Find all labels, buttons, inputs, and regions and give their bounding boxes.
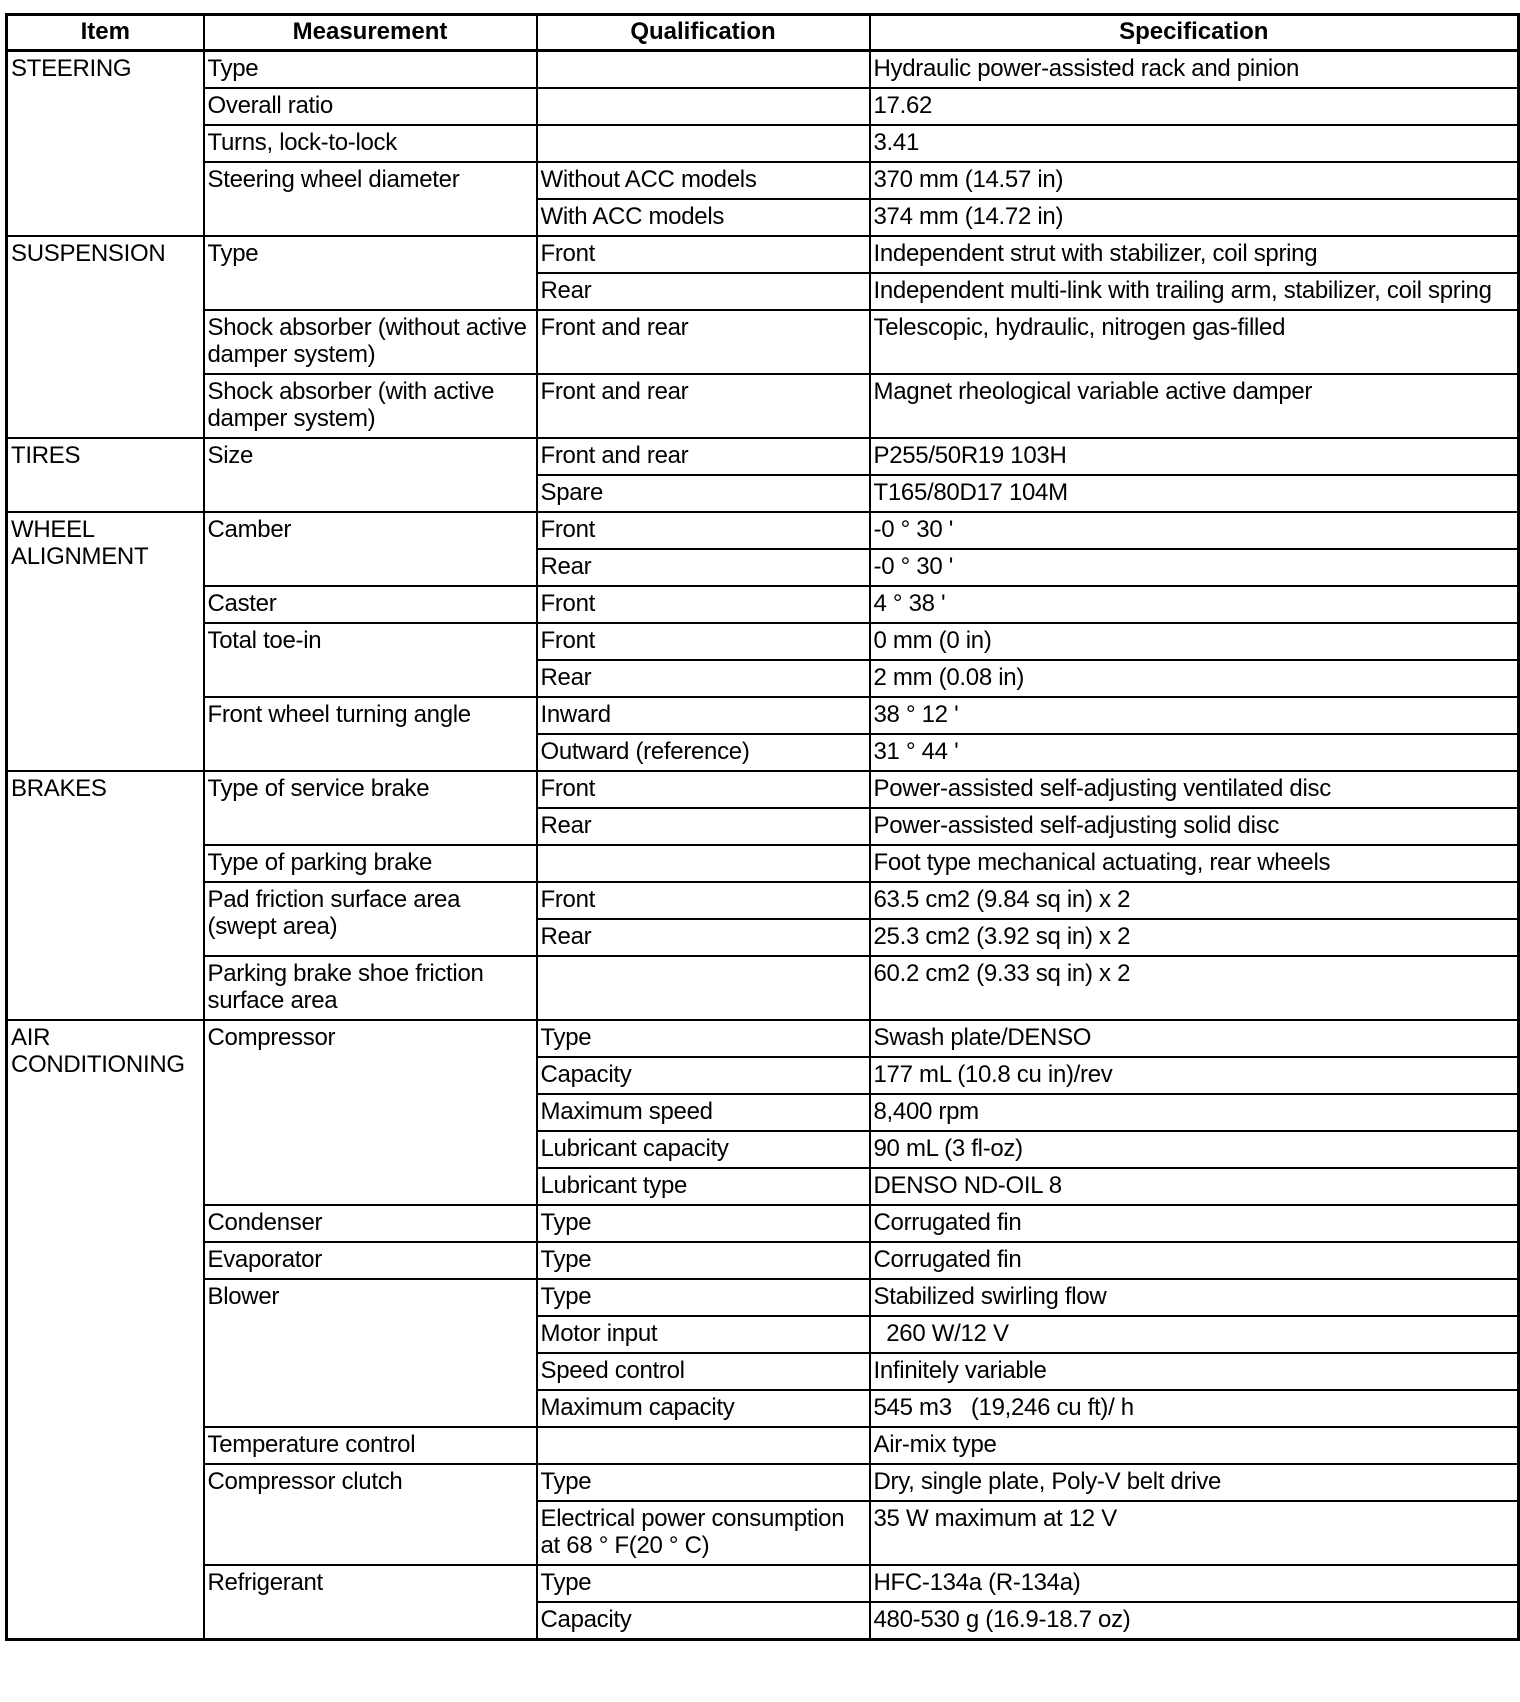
- specification-cell: 177 mL (10.8 cu in)/rev: [870, 1057, 1519, 1094]
- table-row: [7, 1242, 1519, 1279]
- table-row: [7, 1464, 1519, 1501]
- item-cell: TIRES: [7, 438, 204, 512]
- measurement-cell: Refrigerant: [204, 1565, 537, 1640]
- qualification-cell: Front: [537, 512, 870, 549]
- qualification-cell: Maximum capacity: [537, 1390, 870, 1427]
- qualification-cell: Type: [537, 1020, 870, 1057]
- specification-cell: 545 m3 (19,246 cu ft)/ h: [870, 1390, 1519, 1427]
- table-row: [7, 374, 1519, 438]
- qualification-cell: Front: [537, 586, 870, 623]
- specification-cell: Magnet rheological variable active damper: [870, 374, 1519, 438]
- table-row: [7, 697, 1519, 734]
- measurement-cell: Blower: [204, 1279, 537, 1427]
- table-row: [7, 1279, 1519, 1316]
- measurement-cell: Parking brake shoe friction surface area: [204, 956, 537, 1020]
- item-cell: STEERING: [7, 51, 204, 237]
- qualification-cell: [537, 845, 870, 882]
- header-measurement: Measurement: [204, 15, 537, 51]
- qualification-cell: Outward (reference): [537, 734, 870, 771]
- qualification-cell: Capacity: [537, 1602, 870, 1640]
- specification-cell: T165/80D17 104M: [870, 475, 1519, 512]
- specification-cell: P255/50R19 103H: [870, 438, 1519, 475]
- qualification-cell: Lubricant capacity: [537, 1131, 870, 1168]
- qualification-cell: With ACC models: [537, 199, 870, 236]
- specification-cell: Hydraulic power-assisted rack and pinion: [870, 51, 1519, 89]
- table-row: [7, 236, 1519, 273]
- qualification-cell: Speed control: [537, 1353, 870, 1390]
- measurement-cell: Size: [204, 438, 537, 512]
- specification-cell: 3.41: [870, 125, 1519, 162]
- qualification-cell: [537, 956, 870, 1020]
- header-qualification: Qualification: [537, 15, 870, 51]
- table-row: [7, 51, 1519, 89]
- table-row: [7, 956, 1519, 1020]
- measurement-cell: Shock absorber (without active damper system): [204, 310, 537, 374]
- table-row: [7, 771, 1519, 808]
- specification-cell: Swash plate/DENSO: [870, 1020, 1519, 1057]
- header-specification: Specification: [870, 15, 1519, 51]
- measurement-cell: Temperature control: [204, 1427, 537, 1464]
- table-row: [7, 162, 1519, 199]
- table-row: [7, 882, 1519, 919]
- table-row: [7, 1565, 1519, 1602]
- table-row: [7, 1427, 1519, 1464]
- qualification-cell: [537, 1427, 870, 1464]
- specification-cell: 260 W/12 V: [870, 1316, 1519, 1353]
- specification-cell: 60.2 cm2 (9.33 sq in) x 2: [870, 956, 1519, 1020]
- specification-cell: 17.62: [870, 88, 1519, 125]
- qualification-cell: Capacity: [537, 1057, 870, 1094]
- qualification-cell: Rear: [537, 549, 870, 586]
- qualification-cell: Lubricant type: [537, 1168, 870, 1205]
- specification-cell: 4 ° 38 ': [870, 586, 1519, 623]
- qualification-cell: Front and rear: [537, 374, 870, 438]
- specification-cell: 25.3 cm2 (3.92 sq in) x 2: [870, 919, 1519, 956]
- specification-cell: 90 mL (3 fl-oz): [870, 1131, 1519, 1168]
- table-row: [7, 310, 1519, 374]
- specification-cell: HFC-134a (R-134a): [870, 1565, 1519, 1602]
- specification-cell: Telescopic, hydraulic, nitrogen gas-filled: [870, 310, 1519, 374]
- table-row: [7, 438, 1519, 475]
- table-body: [7, 51, 1519, 1640]
- specification-cell: Power-assisted self-adjusting solid disc: [870, 808, 1519, 845]
- qualification-cell: Front and rear: [537, 438, 870, 475]
- specification-cell: Corrugated fin: [870, 1242, 1519, 1279]
- qualification-cell: Rear: [537, 273, 870, 310]
- table-row: [7, 88, 1519, 125]
- specification-cell: DENSO ND-OIL 8: [870, 1168, 1519, 1205]
- qualification-cell: Electrical power consumption at 68 ° F(20 ° C): [537, 1501, 870, 1565]
- qualification-cell: Type: [537, 1464, 870, 1501]
- qualification-cell: Maximum speed: [537, 1094, 870, 1131]
- measurement-cell: Condenser: [204, 1205, 537, 1242]
- measurement-cell: Caster: [204, 586, 537, 623]
- qualification-cell: Type: [537, 1279, 870, 1316]
- qualification-cell: Rear: [537, 660, 870, 697]
- qualification-cell: Spare: [537, 475, 870, 512]
- header-row: [7, 15, 1519, 51]
- specification-cell: 38 ° 12 ': [870, 697, 1519, 734]
- specification-cell: -0 ° 30 ': [870, 512, 1519, 549]
- qualification-cell: Motor input: [537, 1316, 870, 1353]
- item-cell: BRAKES: [7, 771, 204, 1020]
- measurement-cell: Steering wheel diameter: [204, 162, 537, 236]
- qualification-cell: Type: [537, 1242, 870, 1279]
- qualification-cell: [537, 88, 870, 125]
- specification-cell: Corrugated fin: [870, 1205, 1519, 1242]
- measurement-cell: Compressor: [204, 1020, 537, 1205]
- table-row: [7, 512, 1519, 549]
- measurement-cell: Front wheel turning angle: [204, 697, 537, 771]
- qualification-cell: Inward: [537, 697, 870, 734]
- item-cell: WHEEL ALIGNMENT: [7, 512, 204, 771]
- qualification-cell: Front: [537, 882, 870, 919]
- qualification-cell: Front: [537, 623, 870, 660]
- header-item: Item: [7, 15, 204, 51]
- specification-cell: Infinitely variable: [870, 1353, 1519, 1390]
- qualification-cell: [537, 51, 870, 89]
- qualification-cell: Type: [537, 1205, 870, 1242]
- measurement-cell: Evaporator: [204, 1242, 537, 1279]
- measurement-cell: Shock absorber (with active damper system): [204, 374, 537, 438]
- measurement-cell: Pad friction surface area (swept area): [204, 882, 537, 956]
- table-row: [7, 586, 1519, 623]
- specification-cell: Dry, single plate, Poly-V belt drive: [870, 1464, 1519, 1501]
- specification-cell: Foot type mechanical actuating, rear wheels: [870, 845, 1519, 882]
- measurement-cell: Type of parking brake: [204, 845, 537, 882]
- spec-table-container: [5, 13, 1520, 1641]
- measurement-cell: Compressor clutch: [204, 1464, 537, 1565]
- specification-cell: 0 mm (0 in): [870, 623, 1519, 660]
- measurement-cell: Type: [204, 51, 537, 89]
- measurement-cell: Overall ratio: [204, 88, 537, 125]
- table-row: [7, 1020, 1519, 1057]
- specification-cell: 370 mm (14.57 in): [870, 162, 1519, 199]
- qualification-cell: Front: [537, 771, 870, 808]
- item-cell: SUSPENSION: [7, 236, 204, 438]
- measurement-cell: Type: [204, 236, 537, 310]
- table-row: [7, 125, 1519, 162]
- qualification-cell: Front and rear: [537, 310, 870, 374]
- specification-cell: 31 ° 44 ': [870, 734, 1519, 771]
- table-row: [7, 845, 1519, 882]
- specification-cell: 63.5 cm2 (9.84 sq in) x 2: [870, 882, 1519, 919]
- qualification-cell: Front: [537, 236, 870, 273]
- table-row: [7, 623, 1519, 660]
- qualification-cell: Without ACC models: [537, 162, 870, 199]
- specification-cell: 374 mm (14.72 in): [870, 199, 1519, 236]
- measurement-cell: Total toe-in: [204, 623, 537, 697]
- specification-cell: 35 W maximum at 12 V: [870, 1501, 1519, 1565]
- qualification-cell: Rear: [537, 919, 870, 956]
- qualification-cell: [537, 125, 870, 162]
- specification-cell: -0 ° 30 ': [870, 549, 1519, 586]
- measurement-cell: Camber: [204, 512, 537, 586]
- table-header: [7, 15, 1519, 51]
- specifications-table: [5, 13, 1520, 1641]
- qualification-cell: Rear: [537, 808, 870, 845]
- table-row: [7, 1205, 1519, 1242]
- specification-cell: Independent strut with stabilizer, coil spring: [870, 236, 1519, 273]
- specification-cell: Independent multi-link with trailing arm, stabilizer, coil spring: [870, 273, 1519, 310]
- measurement-cell: Type of service brake: [204, 771, 537, 845]
- qualification-cell: Type: [537, 1565, 870, 1602]
- item-cell: AIR CONDITIONING: [7, 1020, 204, 1640]
- specification-cell: Power-assisted self-adjusting ventilated disc: [870, 771, 1519, 808]
- specification-cell: 2 mm (0.08 in): [870, 660, 1519, 697]
- measurement-cell: Turns, lock-to-lock: [204, 125, 537, 162]
- specification-cell: Air-mix type: [870, 1427, 1519, 1464]
- specification-cell: Stabilized swirling flow: [870, 1279, 1519, 1316]
- specification-cell: 480-530 g (16.9-18.7 oz): [870, 1602, 1519, 1640]
- specification-cell: 8,400 rpm: [870, 1094, 1519, 1131]
